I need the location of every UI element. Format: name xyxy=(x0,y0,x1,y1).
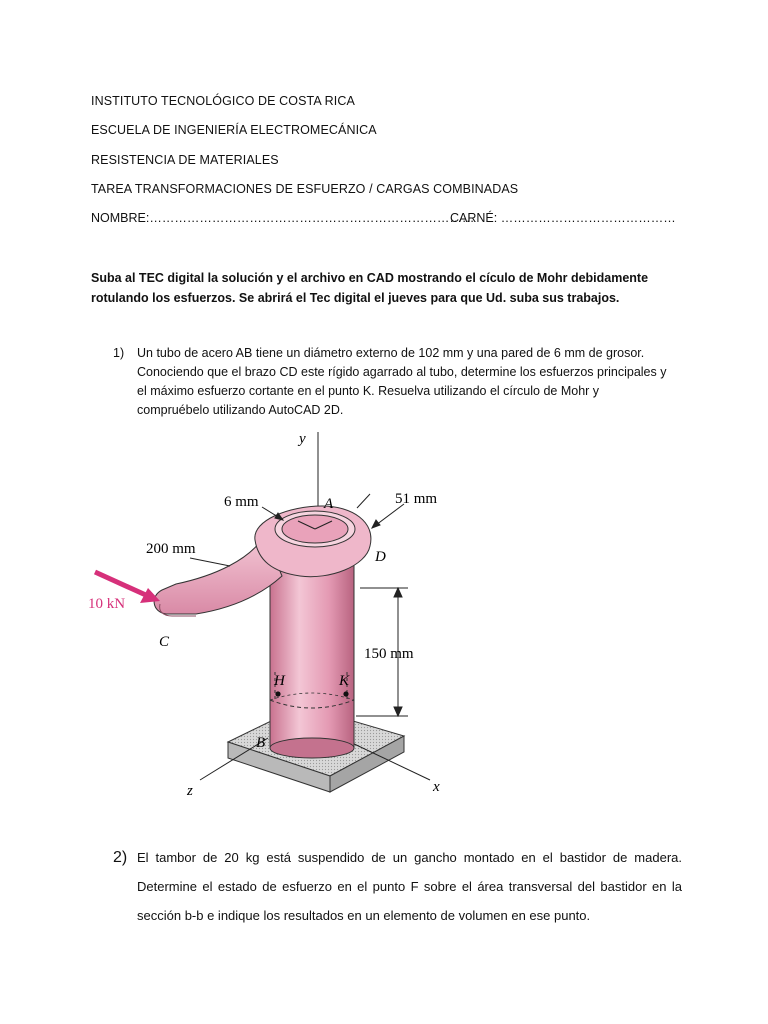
label-200mm: 200 mm xyxy=(146,541,196,557)
assignment-line: TAREA TRANSFORMACIONES DE ESFUERZO / CARGAS COMBINADAS xyxy=(91,182,519,196)
point-h-marker xyxy=(275,691,280,696)
label-d: D xyxy=(375,549,386,565)
pipe-ab xyxy=(270,560,354,758)
label-load: 10 kN xyxy=(88,596,126,612)
label-51mm: 51 mm xyxy=(395,491,438,507)
problem-2-number: 2) xyxy=(113,849,128,866)
label-z: z xyxy=(187,783,193,799)
label-c: C xyxy=(159,634,170,650)
carne-field[interactable]: CARNÉ: …………………………………… xyxy=(450,211,676,225)
label-y: y xyxy=(299,431,306,447)
course-line: RESISTENCIA DE MATERIALES xyxy=(91,153,279,167)
label-x: x xyxy=(433,779,440,795)
label-h: H xyxy=(274,673,285,689)
label-a: A xyxy=(324,496,334,512)
label-k: K xyxy=(339,673,350,689)
point-k-marker xyxy=(343,691,348,696)
school-line: ESCUELA DE INGENIERÍA ELECTROMECÁNICA xyxy=(91,123,377,137)
institution-line: INSTITUTO TECNOLÓGICO DE COSTA RICA xyxy=(91,94,355,108)
problem-1-number: 1) xyxy=(113,346,125,360)
label-6mm: 6 mm xyxy=(224,494,259,510)
label-150mm: 150 mm xyxy=(364,646,414,662)
problem-1-text: Un tubo de acero AB tiene un diámetro externo de 102 mm y una pared de 6 mm de grosor. Conociendo que el brazo CD este rígido agarrado al tubo, determine los esfuerzos principales y el máximo esfuerzo cortante en el punto K. Resuelva utilizando el círculo de Mohr y compruébelo utilizando AutoCAD 2D. xyxy=(137,346,667,417)
instructions: Suba al TEC digital la solución y el archivo en CAD mostrando el cículo de Mohr debidamente rotulando los esfuerzos. Se abrirá el Tec digital el jueves para que Ud. suba sus trabajos. xyxy=(91,271,649,305)
name-field[interactable]: NOMBRE:…………………………………………………………………… xyxy=(91,211,475,225)
problem-2-text: El tambor de 20 kg está suspendido de un gancho montado en el bastidor de madera. Determine el estado de esfuerzo en el punto F sobre el área transversal del bastidor en la sección b-b e indique los resultados en un elemento de volumen en ese punto. xyxy=(137,850,682,923)
label-b: B xyxy=(256,735,266,751)
